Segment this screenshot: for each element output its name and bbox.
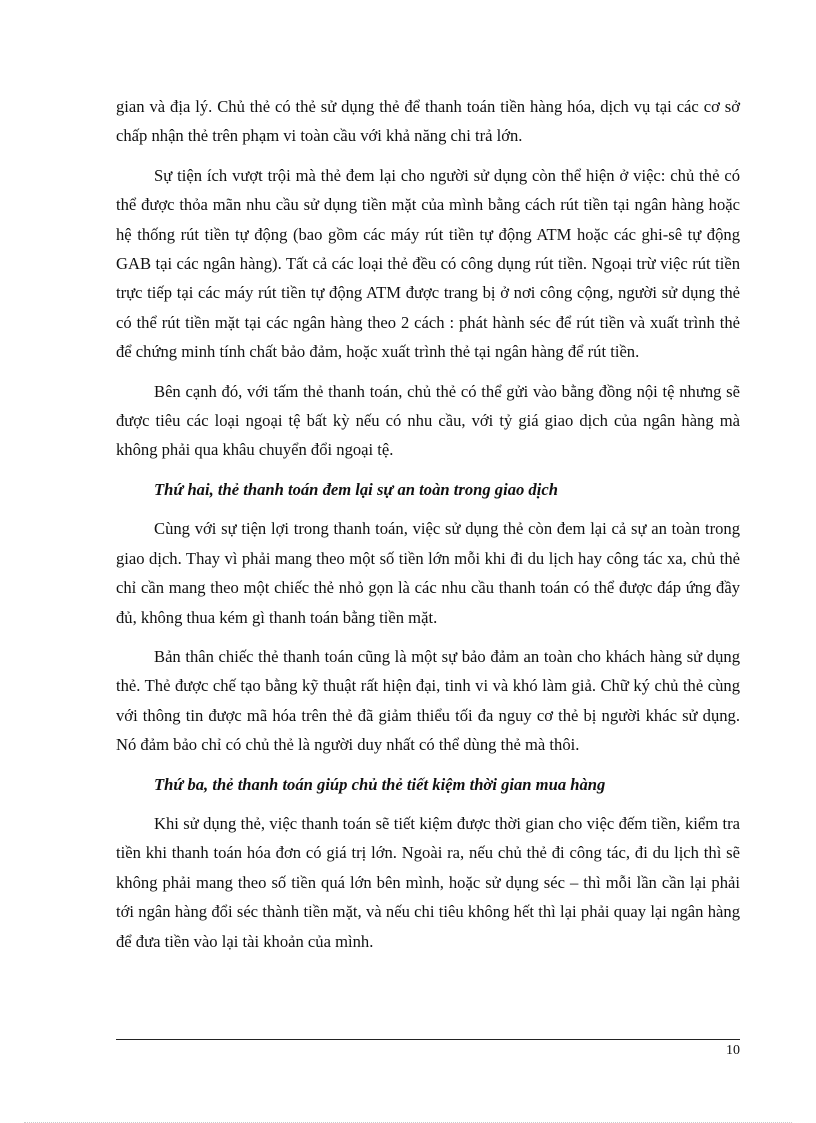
section-heading-time-saving: Thứ ba, thẻ thanh toán giúp chủ thẻ tiết kiệm thời gian mua hàng: [154, 774, 606, 794]
page-content: [116, 92, 740, 966]
paragraph-cash-withdrawal: Sự tiện ích vượt trội mà thẻ đem lại cho người sử dụng còn thể hiện ở việc: chủ thẻ có thể được thỏa mãn nhu cầu sử dụng tiền mặt của mình bằng cách rút tiền tại ngân hàng hoặc hệ thống rút tiền tự động (bao gồm các máy rút tiền tự động ATM hoặc các ghi-sê tự động GAB tại các ngân hàng). Tất cả các loại thẻ đều có công dụng rút tiền. Ngoại trừ việc rút tiền trực tiếp tại các máy rút tiền tự động ATM được trang bị ở nơi công cộng, người sử dụng thẻ có thể rút tiền mặt tại các ngân hàng theo 2 cách : phát hành séc để rút tiền và xuất trình thẻ để chứng minh tính chất bảo đảm, hoặc xuất trình thẻ tại ngân hàng để rút tiền.: [116, 165, 740, 362]
paragraph-safety-convenience: Cùng với sự tiện lợi trong thanh toán, việc sử dụng thẻ còn đem lại cả sự an toàn trong giao dịch. Thay vì phải mang theo một số tiền lớn mỗi khi đi du lịch hay công tác xa, chủ thẻ chỉ cần mang theo một chiếc thẻ nhỏ gọn là các nhu cầu thanh toán có thể được đáp ứng đầy đủ, không thua kém gì thanh toán bằng tiền mặt.: [116, 519, 740, 627]
paragraph-continuation: gian và địa lý. Chủ thẻ có thẻ sử dụng thẻ để thanh toán tiền hàng hóa, dịch vụ tại các cơ sở chấp nhận thẻ trên phạm vi toàn cầu với khả năng chi trả lớn.: [116, 97, 740, 146]
section-heading-safety: Thứ hai, thẻ thanh toán đem lại sự an toàn trong giao dịch: [154, 479, 558, 499]
paragraph-foreign-currency: Bên cạnh đó, với tấm thẻ thanh toán, chủ thẻ có thể gửi vào bằng đồng nội tệ nhưng sẽ được tiêu các loại ngoại tệ bất kỳ nếu có nhu cầu, với tỷ giá giao dịch của ngân hàng mà không phải qua khâu chuyển đổi ngoại tệ.: [116, 381, 740, 460]
page-number: 10: [726, 1043, 740, 1058]
paragraph-card-security: Bản thân chiếc thẻ thanh toán cũng là một sự bảo đảm an toàn cho khách hàng sử dụng thẻ. Thẻ được chế tạo bằng kỹ thuật rất hiện đại, tinh vi và khó làm giả. Chữ ký chủ thẻ cùng với thông tin được mã hóa trên thẻ đã giảm thiểu tối đa nguy cơ thẻ bị người khác sử dụng. Nó đảm bảo chỉ có chủ thẻ là người duy nhất có thể dùng thẻ mà thôi.: [116, 646, 740, 755]
footer-divider: [116, 1039, 740, 1040]
paragraph-time-saving: Khi sử dụng thẻ, việc thanh toán sẽ tiết kiệm được thời gian cho việc đếm tiền, kiểm tra tiền khi thanh toán hóa đơn có giá trị lớn. Ngoài ra, nếu chủ thẻ đi công tác, đi du lịch thì sẽ không phải mang theo số tiền quá lớn bên mình, hoặc sử dụng séc – thì mỗi lần cần lại phải tới ngân hàng đổi séc thành tiền mặt, và nếu chi tiêu không hết thì lại phải quay lại ngân hàng để đưa tiền vào lại tài khoản của mình.: [116, 813, 740, 951]
